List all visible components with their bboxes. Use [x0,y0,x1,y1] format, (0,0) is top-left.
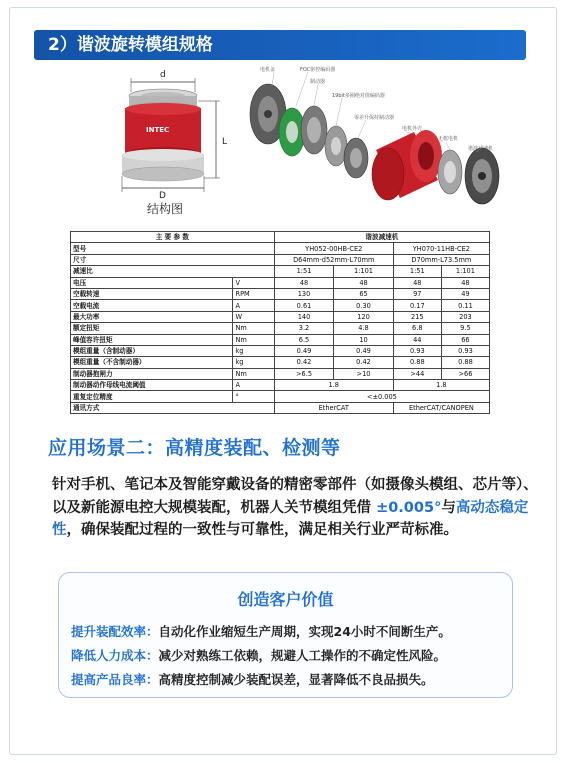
comm-value: EtherCAT/CANOPEN [393,402,489,413]
param-value: 0.11 [441,300,489,311]
param-value: >66 [441,368,489,379]
motor-housing-part [372,130,442,200]
value-item [71,646,446,664]
param-value: 3.2 [274,323,333,334]
repeat-accuracy-unit: ° [233,391,274,402]
param-value: 0.61 [274,300,333,311]
label-harmonic-reducer: 谐波减速机 [468,146,494,152]
param-name: 最大功率 [71,311,233,322]
label-frameless-motor: 无框电机 [438,136,459,142]
param-value: 203 [441,311,489,322]
param-value: 48 [274,277,333,288]
param-name: 模组重量（不含制动器） [71,357,233,368]
param-value: 0.30 [334,300,393,311]
param-value: 10 [334,334,393,345]
param-name: 模组重量（含制动器） [71,345,233,356]
customer-value-box [58,572,513,698]
param-value: 0.93 [441,345,489,356]
paragraph-part1: 针对手机、笔记本及智能穿戴设备的精密零部件（如摄像头模组、芯片等）、以及新能源电控大规模装配，机器人关节模组凭借 [52,477,538,516]
param-value: 97 [393,288,441,299]
param-value: 44 [393,334,441,345]
param-value: 130 [274,288,333,299]
ratio-cell: 1:101 [441,266,489,277]
sketch-caption: 结构图 [147,202,184,216]
scene-title: 应用场景二：高精度装配、检测等 [48,437,341,459]
param-name: 峰值容许扭矩 [71,334,233,345]
spec-rows [71,277,490,380]
param-value: 0.49 [334,345,393,356]
param-value: 0.49 [274,345,333,356]
harmonic-reducer-part [465,148,499,204]
brake-threshold-value: 1.8 [274,380,393,391]
param-value: 0.88 [393,357,441,368]
size-label: 尺寸 [71,254,275,265]
param-value: 0.42 [334,357,393,368]
dim-d-label: d [160,70,166,80]
spec-table [70,231,490,414]
param-value: 6.8 [393,323,441,334]
model-label: 型号 [71,243,275,254]
param-unit: W [233,311,274,322]
brake-part [301,106,327,154]
param-name: 电压 [71,277,233,288]
scene-paragraph [52,474,538,542]
value-item-key: 提高产品良率： [71,672,159,687]
param-unit: A [233,300,274,311]
section-title: 2）谐波旋转模组规格 [34,30,526,60]
label-motor-cover: 电机盖 [260,67,276,73]
dim-L-label: L [222,137,228,147]
label-encoder: 19bit多圈绝对值编码器 [332,93,385,99]
param-value: 0.88 [441,357,489,368]
table-row [71,334,490,345]
table-row [71,323,490,334]
param-value: >10 [334,368,393,379]
value-box-title: 创造客户价值 [237,590,334,609]
table-row [71,311,490,322]
repeat-accuracy-name: 重复定位精度 [71,391,233,402]
param-unit: Nm [233,368,274,379]
ratio-label: 减速比 [71,266,275,277]
brake-threshold-unit: A [233,380,274,391]
table-row [71,254,490,265]
exploded-view [238,62,520,222]
value-item-key: 降低人力成本： [71,648,159,663]
param-unit: Nm [233,334,274,345]
ratio-cell: 1:101 [334,266,393,277]
table-row [71,357,490,368]
size-2: D70mm-L73.5mm [393,254,489,265]
value-item [71,670,434,688]
table-row [71,380,490,391]
label-foc-driver: FOC驱控编码器 [300,67,336,73]
table-row [71,391,490,402]
value-item [71,622,451,640]
param-value: 0.42 [274,357,333,368]
table-row [71,402,490,413]
param-value: >6.5 [274,368,333,379]
brake-threshold-value: 1.8 [393,380,489,391]
model-1: YH052-00HB-CE2 [274,243,393,254]
value-item-key: 提升装配效率： [71,624,159,639]
table-header-row [71,232,490,243]
param-value: 9.5 [441,323,489,334]
value-item-text: 自动化作业缩短生产周期，实现24小时不间断生产。 [158,624,451,639]
param-value: 66 [441,334,489,345]
param-unit: kg [233,357,274,368]
table-row [71,243,490,254]
param-name: 制动器抱闸力 [71,368,233,379]
label-motor-housing: 电机外壳 [402,126,423,132]
param-value: 49 [441,288,489,299]
param-value: 140 [274,311,333,322]
param-value: 4.8 [334,323,393,334]
label-brake: 制动器 [310,79,326,85]
param-name: 额定扭矩 [71,323,233,334]
param-unit: RPM [233,288,274,299]
value-item-text: 减少对熟练工依赖，规避人工操作的不确定性风险。 [158,648,447,663]
holding-brake-part [344,138,368,178]
label-holding-brake: 零差升保持制动器 [354,115,395,121]
param-value: 65 [334,288,393,299]
table-row [71,345,490,356]
param-value: 0.17 [393,300,441,311]
table-row [71,277,490,288]
paragraph-stability: 高动态稳定性 [52,499,529,538]
model-2: YH070-11HB-CE2 [393,243,489,254]
param-value: >44 [393,368,441,379]
param-name: 空载转速 [71,288,233,299]
param-unit: Nm [233,323,274,334]
brake-threshold-name: 制动器动作母线电流阈值 [71,380,233,391]
paragraph-part3: ，确保装配过程的一致性与可靠性，满足相关行业严苛标准。 [66,522,458,538]
encoder-part [325,126,347,166]
paragraph-accuracy: ±0.005° [376,499,442,516]
param-value: 120 [334,311,393,322]
table-row [71,288,490,299]
param-value: 48 [393,277,441,288]
param-name: 空载电流 [71,300,233,311]
product-logo: INTEC [146,126,170,134]
header-group: 谐波减速机 [274,232,489,243]
param-unit: kg [233,345,274,356]
paragraph-part2: 与 [441,499,456,516]
param-value: 0.93 [393,345,441,356]
param-value: 215 [393,311,441,322]
repeat-accuracy-value: <±0.005 [274,391,489,402]
ratio-cell: 1:51 [274,266,333,277]
table-row [71,368,490,379]
param-value: 48 [334,277,393,288]
dim-D-label: D [159,191,166,201]
param-value: 48 [441,277,489,288]
ratio-cell: 1:51 [393,266,441,277]
header-main: 主 要 参 数 [71,232,275,243]
table-row [71,266,490,277]
frameless-motor-part [438,150,462,194]
param-unit: V [233,277,274,288]
comm-value: EtherCAT [274,402,393,413]
value-item-text: 高精度控制减少装配误差，显著降低不良品损失。 [158,672,434,687]
table-row [71,300,490,311]
comm-name: 通讯方式 [71,402,275,413]
size-1: D64mm-d52mm-L70mm [274,254,393,265]
param-value: 6.5 [274,334,333,345]
